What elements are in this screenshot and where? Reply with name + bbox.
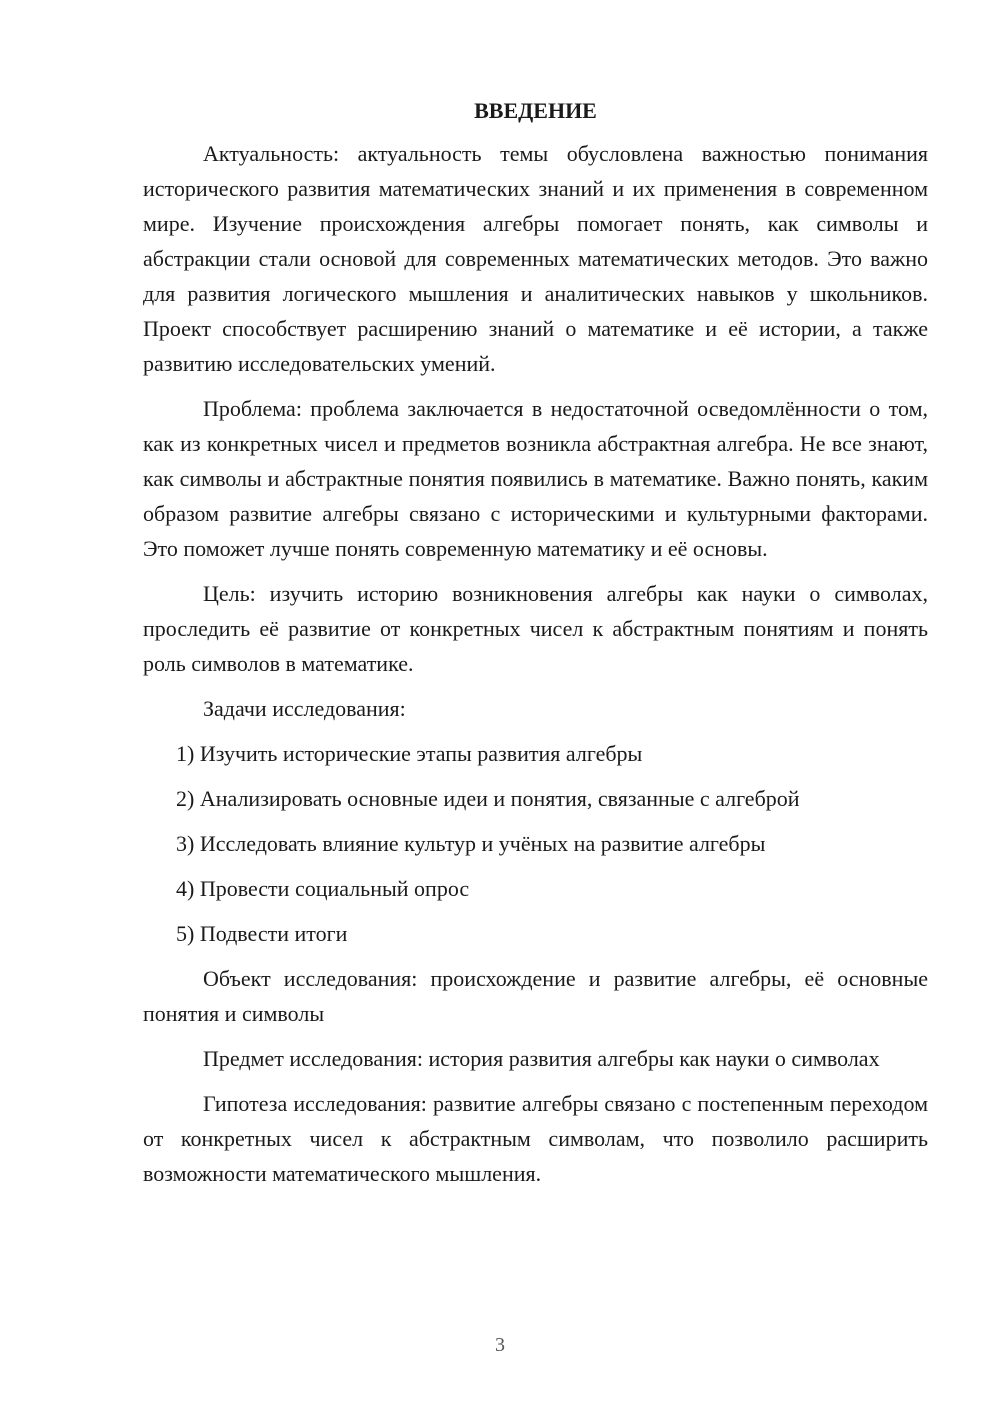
task-item: 4) Провести социальный опрос bbox=[176, 876, 470, 901]
task-item: 1) Изучить исторические этапы развития алгебры bbox=[176, 741, 643, 766]
page-number: 3 bbox=[495, 1334, 505, 1356]
paragraph-goal: Цель: изучить историю возникновения алгебры как науки о символах, проследить её развитие от конкретных чисел к абстрактным понятиям и понять роль символов в математике. bbox=[143, 581, 928, 676]
tasks-heading: Задачи исследования: bbox=[203, 696, 406, 721]
paragraph-object: Объект исследования: происхождение и развитие алгебры, её основные понятия и символы bbox=[143, 966, 928, 1026]
page-title: ВВЕДЕНИЕ bbox=[474, 98, 597, 123]
document-page bbox=[143, 96, 928, 1201]
paragraph-relevance: Актуальность: актуальность темы обусловлена важностью понимания исторического развития математических знаний и их применения в современном мире. Изучение происхождения алгебры помогает понять, как символы и абстракции стали основой для современных математических методов. Это важно для развития логического мышления и аналитических навыков у школьников. Проект способствует расширению знаний о математике и её истории, а также развитию исследовательских умений. bbox=[143, 141, 928, 376]
task-item: 2) Анализировать основные идеи и понятия, связанные с алгеброй bbox=[176, 786, 800, 811]
task-item: 3) Исследовать влияние культур и учёных на развитие алгебры bbox=[176, 831, 766, 856]
tasks-list bbox=[143, 736, 928, 951]
task-item: 5) Подвести итоги bbox=[176, 921, 348, 946]
paragraph-subject: Предмет исследования: история развития алгебры как науки о символах bbox=[203, 1046, 880, 1071]
paragraph-hypothesis: Гипотеза исследования: развитие алгебры связано с постепенным переходом от конкретных чисел к абстрактным символам, что позволило расширить возможности математического мышления. bbox=[143, 1091, 928, 1186]
paragraph-problem: Проблема: проблема заключается в недостаточной осведомлённости о том, как из конкретных чисел и предметов возникла абстрактная алгебра. Не все знают, как символы и абстрактные понятия появились в математике. Важно понять, каким образом развитие алгебры связано с историческими и культурными факторами. Это поможет лучше понять современную математику и её основы. bbox=[143, 396, 928, 561]
